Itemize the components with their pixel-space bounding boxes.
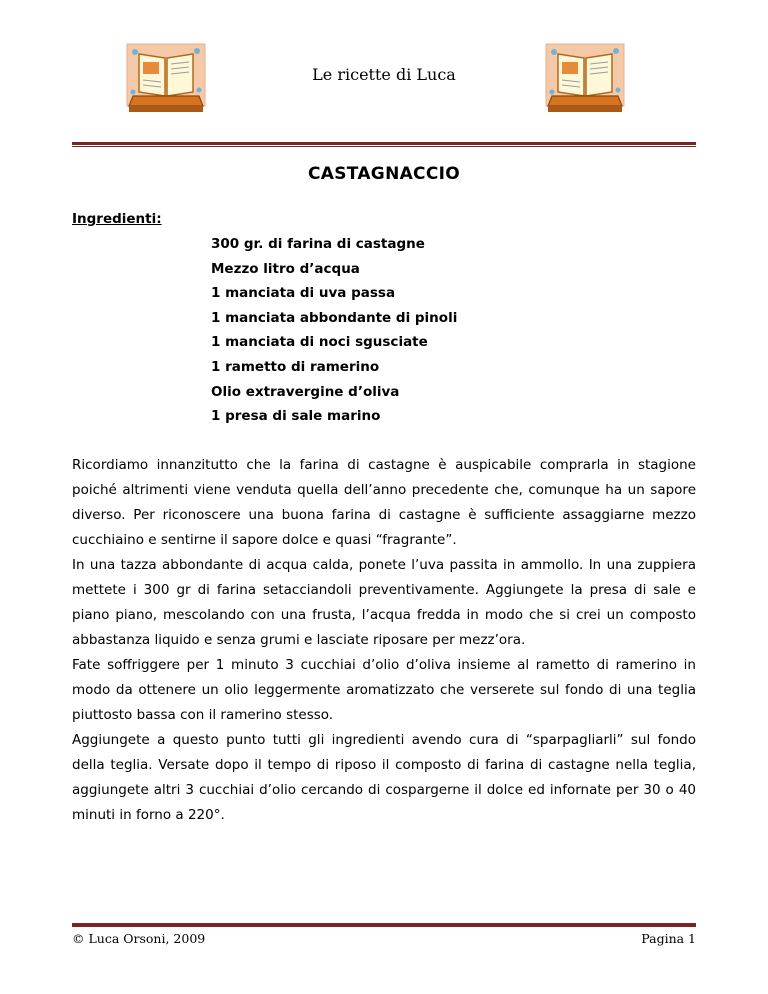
open-cookbook-icon (544, 42, 626, 116)
instruction-paragraph: In una tazza abbondante di acqua calda, ponete l’uva passita in ammollo. In una zuppiera mettete i 300 gr di farina setacciandoli preventivamente. Aggiungete la presa di sale e piano piano, mescolando con una frusta, l’acqua fredda in modo che si crei un composto abbastanza liquido e senza grumi e lasciate riposare per mezz’ora. (72, 557, 696, 648)
recipe-title: CASTAGNACCIO (308, 164, 460, 184)
instruction-paragraph: Aggiungete a questo punto tutti gli ingredienti avendo cura di “sparpagliarli” sul fondo della teglia. Versate dopo il tempo di riposo il composto di farina di castagne nella teglia, aggiungete altri 3 cucchiai d’olio cercando di cospargerne il dolce ed infornate per 30 o 40 minuti in forno a 220°. (72, 732, 696, 823)
ingredient-item: 300 gr. di farina di castagne (211, 236, 425, 252)
ingredient-item: 1 manciata di uva passa (211, 285, 396, 302)
recipe-instructions (72, 453, 696, 828)
header-title: Le ricette di Luca (312, 65, 456, 84)
instruction-paragraph: Ricordiamo innanzitutto che la farina di castagne è auspicabile comprarla in stagione poiché altrimenti viene venduta quella dell’anno precedente che, comunque ha un sapore diverso. Per riconoscere una buona farina di castagne è sufficiente assaggiarne mezzo cucchiaino e sentirne il sapore dolce e quasi “fragrante”. (72, 457, 696, 548)
ingredient-item: Olio extravergine d’oliva (211, 383, 400, 400)
footer-page-number: Pagina 1 (641, 931, 696, 946)
ingredients-list (211, 232, 457, 429)
ingredient-item: 1 rametto di ramerino (211, 358, 380, 375)
footer-copyright: © Luca Orsoni, 2009 (72, 931, 206, 946)
ingredient-item: Mezzo litro d’acqua (211, 260, 360, 277)
instruction-paragraph: Fate soffriggere per 1 minuto 3 cucchiai d’olio d’oliva insieme al rametto di ramerino in modo da ottenere un olio leggermente aromatizzato che verserete sul fondo di una teglia piuttosto bassa con il ramerino stesso. (72, 657, 696, 723)
ingredients-label: Ingredienti: (72, 211, 162, 227)
header-divider (72, 142, 696, 147)
footer-divider (72, 922, 696, 927)
ingredient-item: 1 manciata abbondante di pinoli (211, 309, 458, 326)
ingredient-item: 1 manciata di noci sgusciate (211, 334, 428, 351)
ingredient-item: 1 presa di sale marino (211, 408, 381, 425)
